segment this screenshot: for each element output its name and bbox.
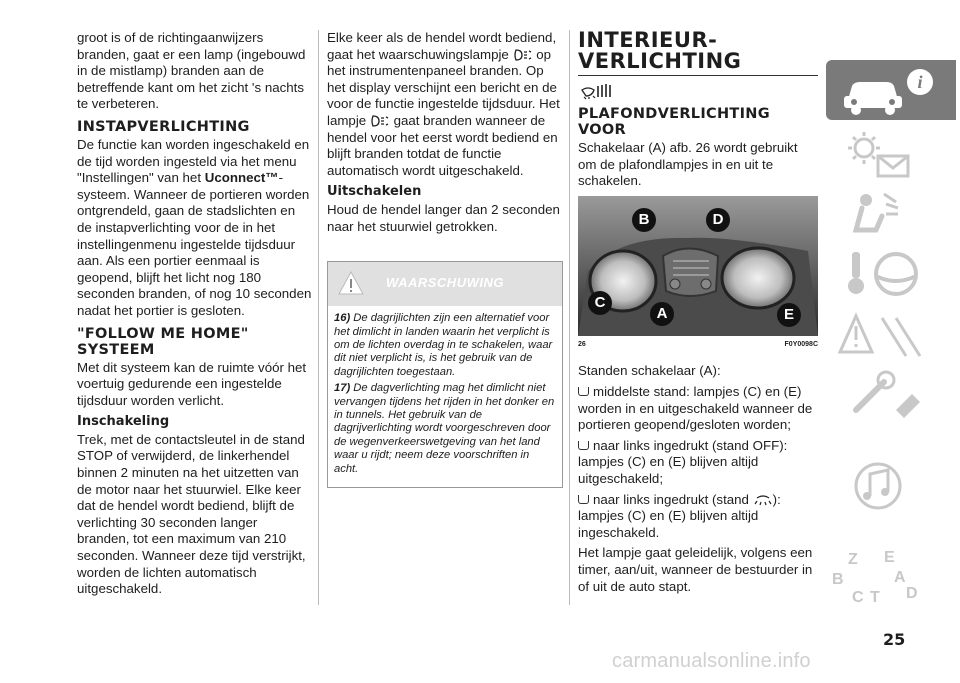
tab-maintenance[interactable] [826,366,956,426]
section-rule [578,75,818,76]
uconnect-label: Uconnect™ [204,170,279,186]
label-e: E [777,303,801,327]
hendel-paragraph [327,30,563,179]
instap-text-b: -systeem. Wanneer de portieren worden ontgrendeld, gaan de stadslichten en de instapverlichting voor de in het instellingenmenu ingestelde tijdsduur aan. Als een portier eenmaal is geopend, blijft het licht nog 180 seconden branden, of nog 10 seconden nadat het portier is gesloten. [77,170,312,318]
index-letter-t: T [870,589,880,606]
uitschakelen-paragraph: Houd de hendel langer dan 2 seconden naar het stuurwiel getrokken. [327,201,560,234]
warning-body [328,306,562,487]
index-letter-d: D [906,585,918,602]
intro-paragraph: groot is of de richtingaanwijzers branden, gaat er een lamp (ingebouwd in de mistlamp) branden aan de betreffende kant om het zicht 's nachts te verbeteren. [77,30,306,112]
heading-plafondverlichting: PLAFONDVERLICHTING VOOR [578,106,770,138]
section-title: INTERIEUR-VERLICHTING [578,28,742,73]
headlight-warning-icon [513,49,533,61]
position-item-1-text: middelste stand: lampjes (C) en (E) worden in en uitgeschakeld wanneer de portieren geopend/gesloten worden; [578,383,813,433]
steering-wheel-icon [826,246,956,306]
heading-inschakeling: Inschakeling [77,414,170,430]
heading-follow-me-home: "FOLLOW ME HOME" SYSTEEM [77,325,249,358]
warning-16 [334,312,556,379]
warning-16-text: De dagrijlichten zijn een alternatief voor het dimlicht in landen waarin het verplicht is om de lichten overdag in te schakelen, waar dit niet verplicht is, is het gebruik van de dagrijlichten toegestaan. [334,312,553,378]
dome-light-on-icon [753,494,773,506]
warning-header [328,262,562,306]
final-paragraph: Het lampje gaat geleidelijk, volgens een timer, aan/uit, wanneer de bestuurder in of uit de auto stapt. [578,545,813,594]
index-letter-e: E [884,549,895,566]
position-item-3 [578,492,818,542]
multimedia-icon [826,456,956,516]
column-3 [578,30,818,599]
warning-17 [334,382,556,476]
warning-16-number: 16) [334,312,351,325]
bullet-icon [578,495,589,504]
watermark: carmanualsonline.info [612,650,811,672]
position-item-3-text-b: ): lampjes (C) en (E) blijven altijd ingeschakeld. [578,491,781,540]
inschakeling-paragraph: Trek, met de contactsleutel in de stand STOP of verwijderd, de linkerhendel binnen 2 minuten na het uitzetten van de motor naar het stuurwiel. Elke keer dat de hendel wordt bediend, blijft de verlichting 30 seconden langer branden, tot een maximum van 210 seconden. Wanneer deze tijd verstrijkt, worden de lichten automatisch uitgeschakeld. [77,431,306,597]
heading-instapverlichting: INSTAPVERLICHTING [77,118,250,135]
follow-paragraph: Met dit systeem kan de ruimte vóór het voertuig gedurende een ingestelde tijdsduur worden verlicht. [77,359,307,408]
position-item-3-text-a: naar links ingedrukt (stand [593,491,753,507]
airbag-icon [826,186,956,246]
column-divider [318,30,319,605]
tools-icon [826,366,956,426]
label-d: D [706,208,730,232]
tab-multimedia[interactable] [826,456,956,516]
hendel-text-a: Elke keer als de hendel wordt bediend, gaat het waarschuwingslampje [327,30,557,62]
figure-caption [578,337,818,354]
position-item-2-text: naar links ingedrukt (stand OFF): lampjes (C) en (E) blijven altijd uitgeschakeld; [578,437,788,486]
tab-warning-lights[interactable] [826,126,956,186]
label-a: A [650,302,674,326]
bullet-icon [578,387,589,396]
road-warning-icon [826,306,956,366]
figure-number: 26 [578,340,586,348]
instap-text-a: De functie kan worden ingeschakeld en de tijd worden ingesteld via het menu "Instellingen" van het [77,136,310,186]
warning-title: WAARSCHUWING [386,275,504,291]
index-letter-c: C [852,589,864,606]
figure-code: F0Y0098C [784,340,818,348]
car-info-icon [826,60,956,120]
index-letter-z: Z [848,551,858,568]
interior-light-icon [580,82,614,100]
tab-airbag[interactable] [826,186,956,246]
page-number: 25 [883,630,906,649]
tab-car-info[interactable] [826,60,956,120]
warning-17-text: De dagverlichting mag het dimlicht niet vervangen tijdens het rijden in het donker en in tunnels. Het gebruik van de dagrijverlichting wordt voorgeschreven door de wegenverkeerswetgeving van het land waar u rijdt; neem deze voorschriften in acht. [334,382,555,475]
tab-controls[interactable] [826,246,956,306]
tab-index[interactable] [826,546,956,606]
index-letter-a: A [894,569,906,586]
plafond-paragraph: Schakelaar (A) afb. 26 wordt gebruikt om de plafondlampjes in en uit te schakelen. [578,140,798,189]
figure-26-ceiling-light [578,196,818,336]
svg-text:i: i [917,72,923,92]
label-b: B [632,208,656,232]
warning-box [327,261,563,488]
hendel-text-c: gaat branden wanneer de hendel voor het eerst wordt bediend en blijft branden totdat de functie automatisch wordt uitgeschakeld. [327,112,558,178]
tab-emergency[interactable] [826,306,956,366]
warning-lights-icon [826,126,956,186]
bullet-icon [578,441,589,450]
index-icon [826,546,956,606]
standen-paragraph: Standen schakelaar (A): [578,363,721,379]
column-divider [569,30,570,605]
heading-uitschakelen: Uitschakelen [327,184,422,200]
label-c: C [588,291,612,315]
position-item-1 [578,384,818,434]
column-2 [327,30,563,488]
instap-paragraph [77,137,313,320]
headlight-warning-icon [370,115,390,127]
column-1 [77,30,313,602]
hendel-text-b: op het instrumentenpaneel branden. Op het display verschijnt een bericht en de voor de functie ingestelde tijdsduur. Het lampje [327,46,560,128]
index-letter-b: B [832,571,844,588]
warning-17-number: 17) [334,382,351,395]
position-item-2 [578,438,818,488]
